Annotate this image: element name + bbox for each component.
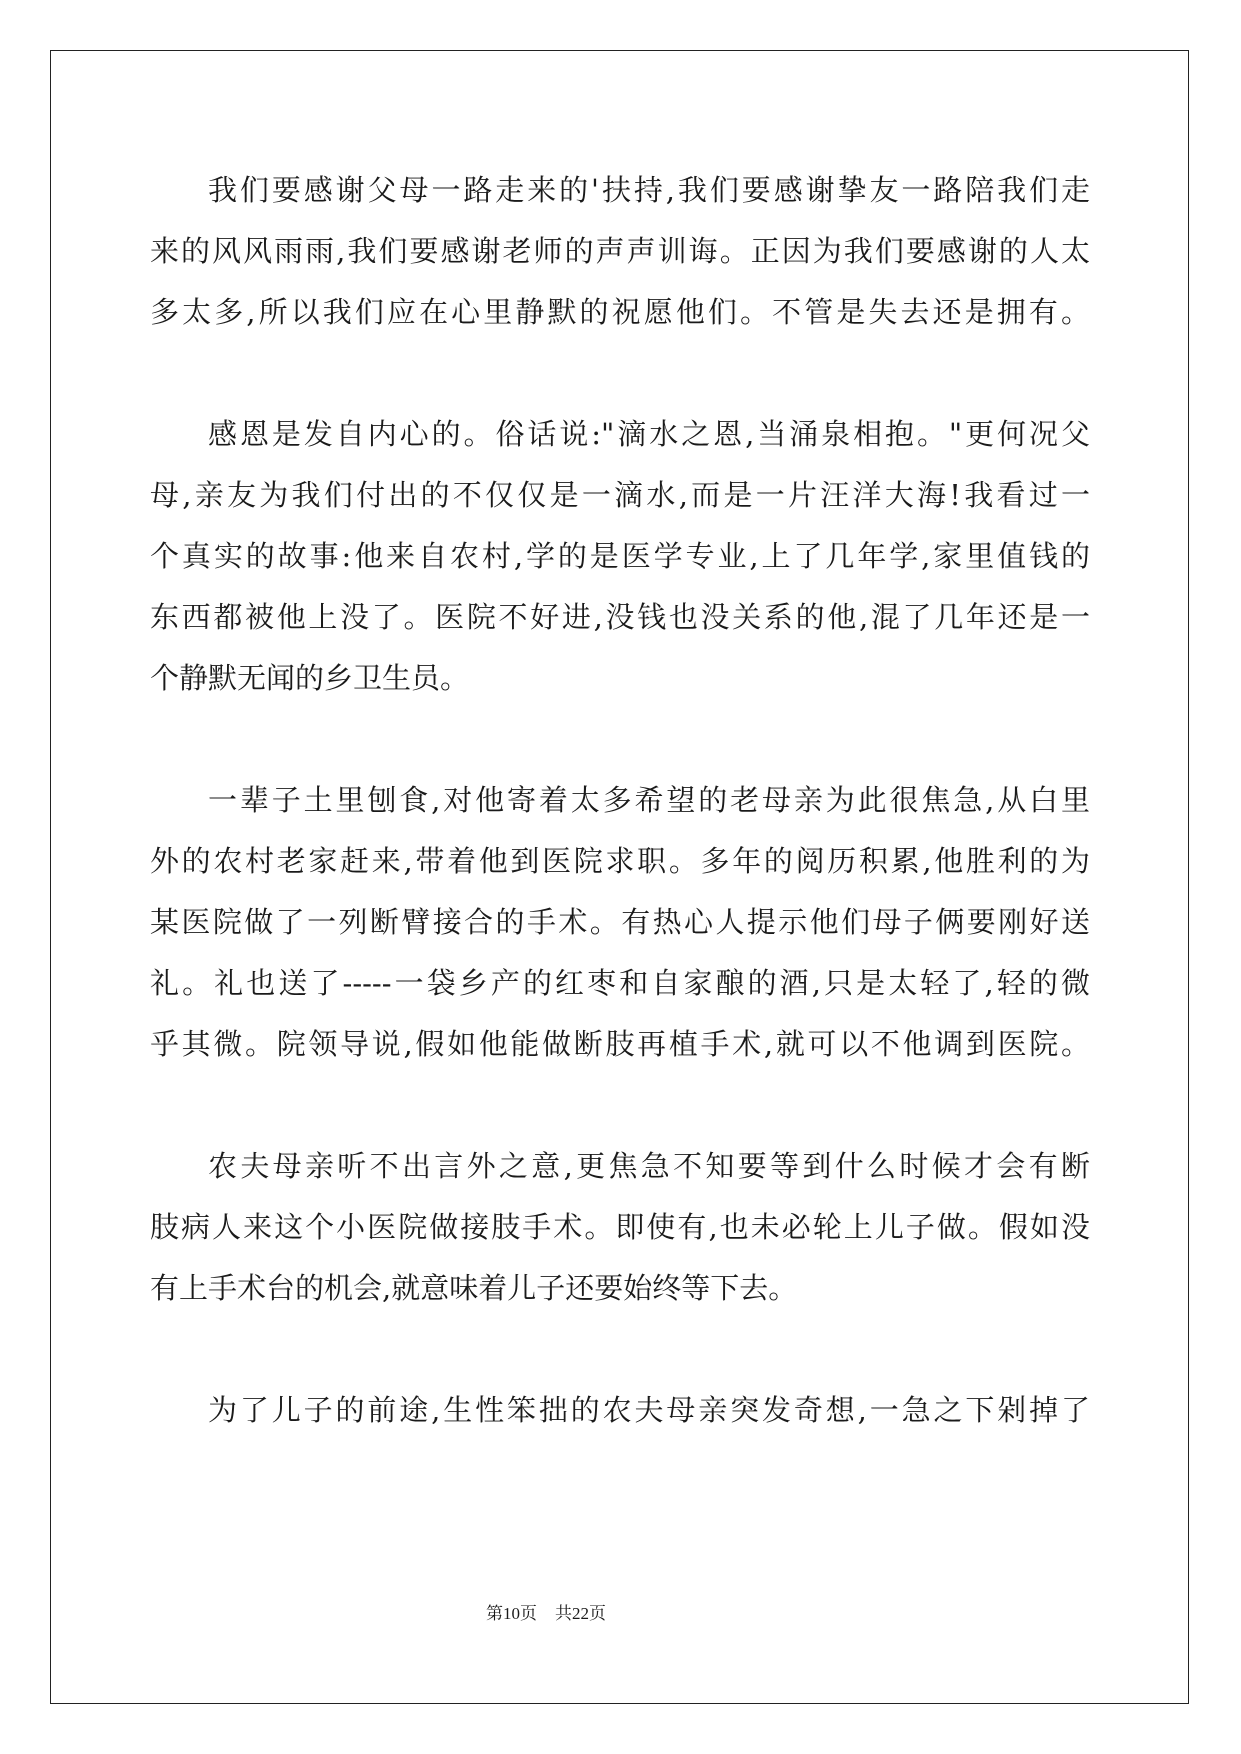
text-line: 某医院做了一列断臂接合的手术。有热心人提示他们母子俩要刚好送 [150,905,1090,939]
text-line: 肢病人来这个小医院做接肢手术。即使有,也未必轮上儿子做。假如没 [150,1210,1090,1244]
text-line: 礼。礼也送了-----一袋乡产的红枣和自家酿的酒,只是太轻了,轻的微 [150,966,1090,1000]
text-line: 多太多,所以我们应在心里静默的祝愿他们。不管是失去还是拥有。 [150,295,1090,329]
text-line: 个静默无闻的乡卫生员。 [150,661,470,695]
current-page-label: 第10页 [486,1604,537,1623]
page-number-footer [486,1600,606,1628]
text-line: 农夫母亲听不出言外之意,更焦急不知要等到什么时候才会有断 [208,1149,1090,1183]
paragraph [150,1136,1090,1319]
text-line: 个真实的故事:他来自农村,学的是医学专业,上了几年学,家里值钱的 [150,539,1090,573]
paragraph [150,160,1090,343]
text-line: 来的风风雨雨,我们要感谢老师的声声训诲。正因为我们要感谢的人太 [150,234,1090,268]
text-line: 东西都被他上没了。医院不好进,没钱也没关系的他,混了几年还是一 [150,600,1090,634]
text-line: 外的农村老家赶来,带着他到医院求职。多年的阅历积累,他胜利的为 [150,844,1090,878]
total-pages-label: 共22页 [555,1604,606,1623]
text-line: 一辈子土里刨食,对他寄着太多希望的老母亲为此很焦急,从白里 [208,783,1090,817]
text-line: 乎其微。院领导说,假如他能做断肢再植手术,就可以不他调到医院。 [150,1027,1090,1061]
paragraph [150,1380,1090,1441]
document-body [150,160,1090,1502]
text-line: 我们要感谢父母一路走来的'扶持,我们要感谢挚友一路陪我们走 [208,173,1090,207]
paragraph [150,770,1090,1075]
paragraph [150,404,1090,709]
text-line: 母,亲友为我们付出的不仅仅是一滴水,而是一片汪洋大海!我看过一 [150,478,1090,512]
text-line: 为了儿子的前途,生性笨拙的农夫母亲突发奇想,一急之下剁掉了 [208,1393,1090,1427]
text-line: 感恩是发自内心的。俗话说:"滴水之恩,当涌泉相抱。"更何况父 [208,417,1090,451]
text-line: 有上手术台的机会,就意味着儿子还要始终等下去。 [150,1271,798,1305]
